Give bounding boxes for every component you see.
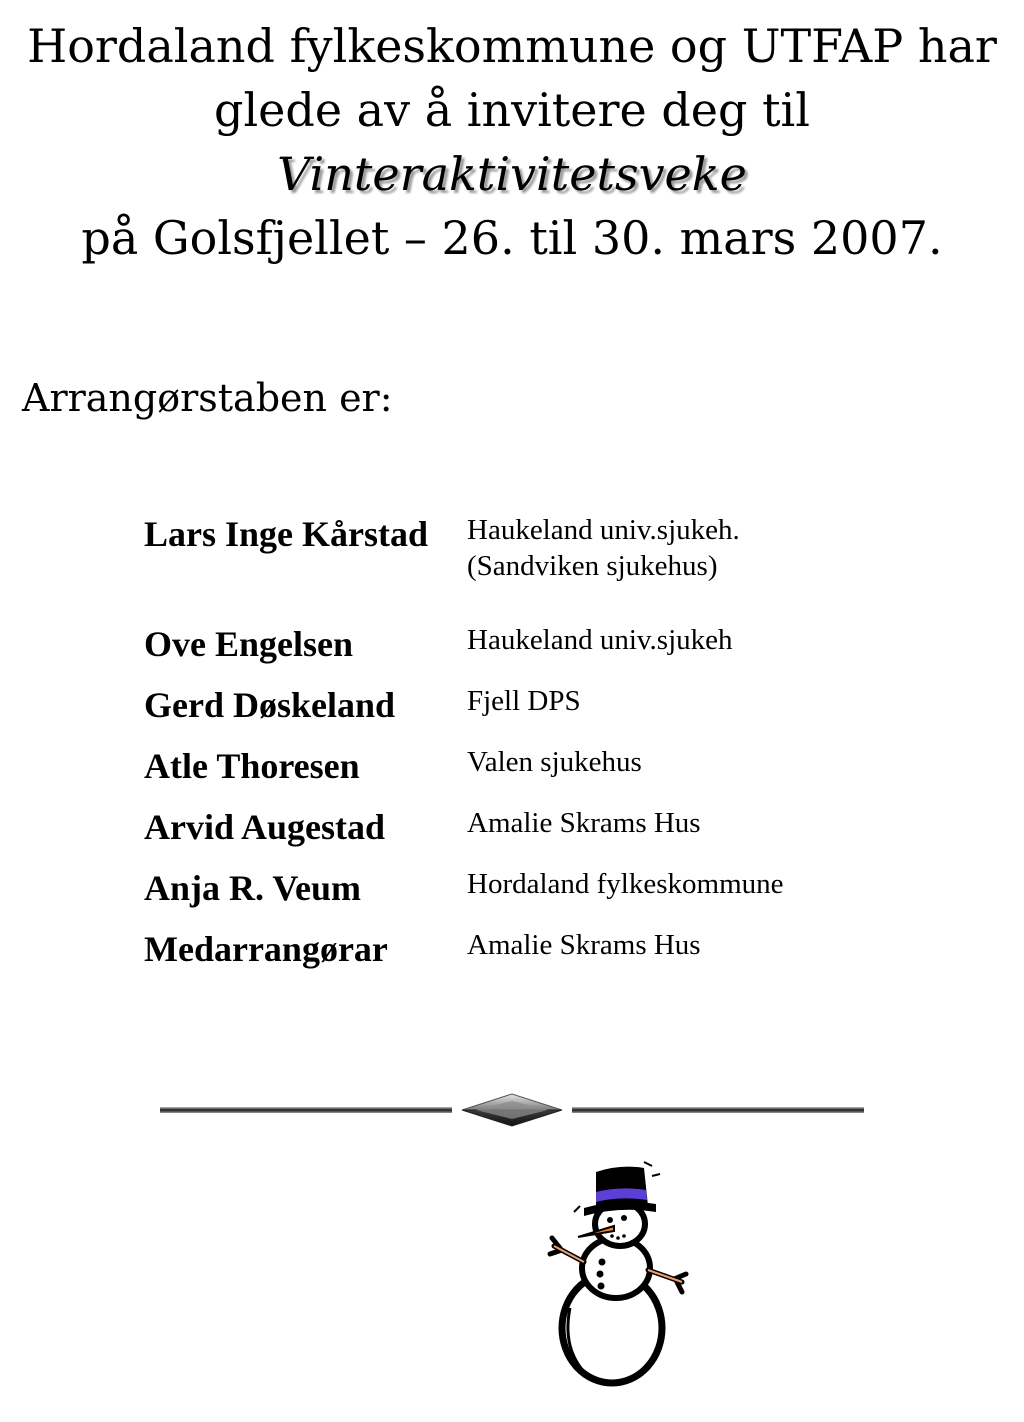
staff-name: Atle Thoresen <box>144 746 360 786</box>
staff-org: Haukeland univ.sjukeh <box>467 624 733 656</box>
header-line-4: på Golsfjellet – 26. til 30. mars 2007. <box>81 211 943 265</box>
staff-table <box>144 512 904 988</box>
header-line-2: glede av å invitere deg til <box>214 83 810 137</box>
staff-org-line: Haukeland univ.sjukeh. <box>467 514 740 546</box>
staff-org: Amalie Skrams Hus <box>467 807 701 839</box>
staff-name: Ove Engelsen <box>144 624 354 664</box>
staff-row <box>144 744 904 805</box>
staff-org <box>467 512 740 584</box>
invitation-header <box>0 14 1024 270</box>
staff-name: Lars Inge Kårstad <box>144 514 429 554</box>
staff-org: Fjell DPS <box>467 685 581 717</box>
staff-row <box>144 683 904 744</box>
diamond-divider-icon <box>158 1090 866 1130</box>
staff-org: Amalie Skrams Hus <box>467 929 701 961</box>
staff-name: Arvid Augestad <box>144 807 386 847</box>
staff-name: Medarrangørar <box>144 929 388 969</box>
staff-org: Hordaland fylkeskommune <box>467 868 784 900</box>
staff-row <box>144 866 904 927</box>
staff-heading: Arrangørstaben er: <box>22 376 393 420</box>
header-line-1: Hordaland fylkeskommune og UTFAP har <box>27 19 997 73</box>
staff-org: Valen sjukehus <box>467 746 642 778</box>
staff-org-line: (Sandviken sjukehus) <box>467 550 718 582</box>
staff-row <box>144 927 904 988</box>
staff-row <box>144 622 904 683</box>
snowman-icon <box>540 1158 695 1388</box>
event-name: Vinteraktivitetsveke <box>277 147 747 201</box>
staff-row <box>144 512 904 622</box>
staff-name: Gerd Døskeland <box>144 685 396 725</box>
staff-name: Anja R. Veum <box>144 868 362 908</box>
staff-row <box>144 805 904 866</box>
